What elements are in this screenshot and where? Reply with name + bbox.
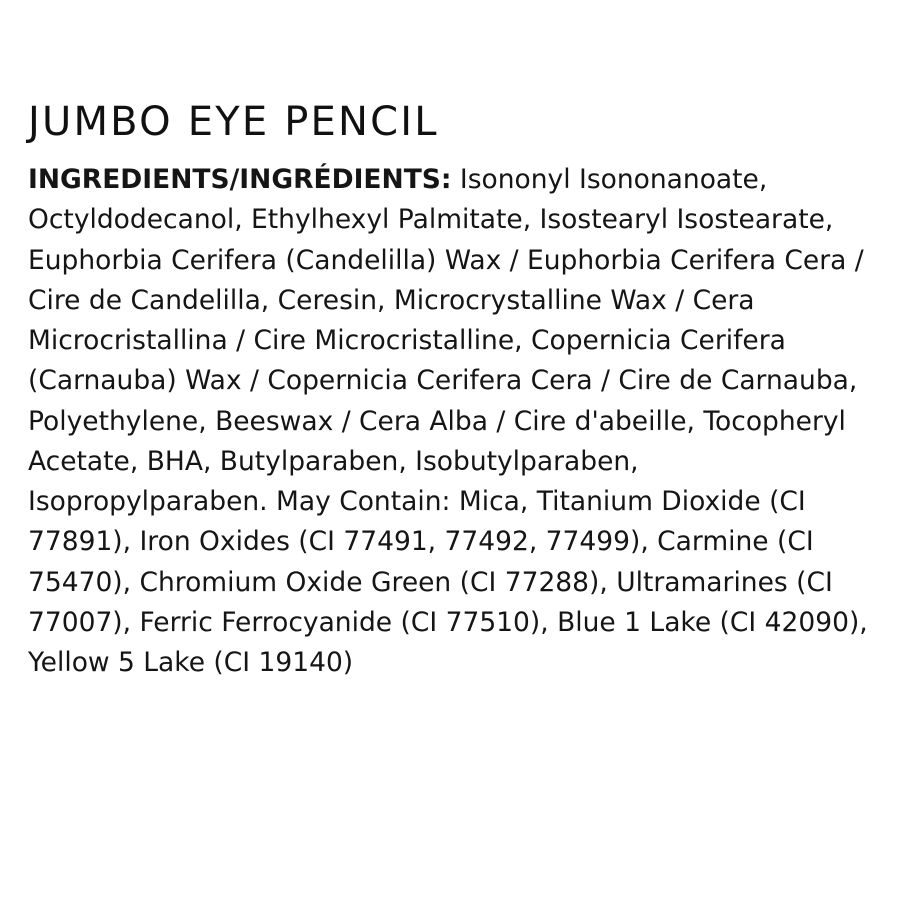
- page-title: JUMBO EYE PENCIL: [28, 99, 439, 145]
- ingredients-list-text: Isononyl Isononanoate, Octyldodecanol, Ethylhexyl Palmitate, Isostearyl Isostearate, Euphorbia Cerifera (Candelilla) Wax / Euphorbia Cerifera Cera / Cire de Candelilla, Ceresin, Microcrystalline Wax / Cera Microcristallina / Cire Microcristalline, Copernicia Cerifera (Carnauba) Wax / Copernicia Cerifera Cera / Cire de Carnauba, Polyethylene, Beeswax / Cera Alba / Cire d'abeille, Tocopheryl Acetate, BHA, Butylparaben, Isobutylparaben, Isopropylparaben. May Contain: Mica, Titanium Dioxide (CI 77891), Iron Oxides (CI 77491, 77492, 77499), Carmine (CI 75470), Chromium Oxide Green (CI 77288), Ultramarines (CI 77007), Ferric Ferrocyanide (CI 77510), Blue 1 Lake (CI 42090), Yellow 5 Lake (CI 19140): [28, 164, 868, 679]
- ingredients-label: INGREDIENTS/INGRÉDIENTS:: [28, 164, 452, 195]
- ingredients-paragraph: [28, 160, 872, 683]
